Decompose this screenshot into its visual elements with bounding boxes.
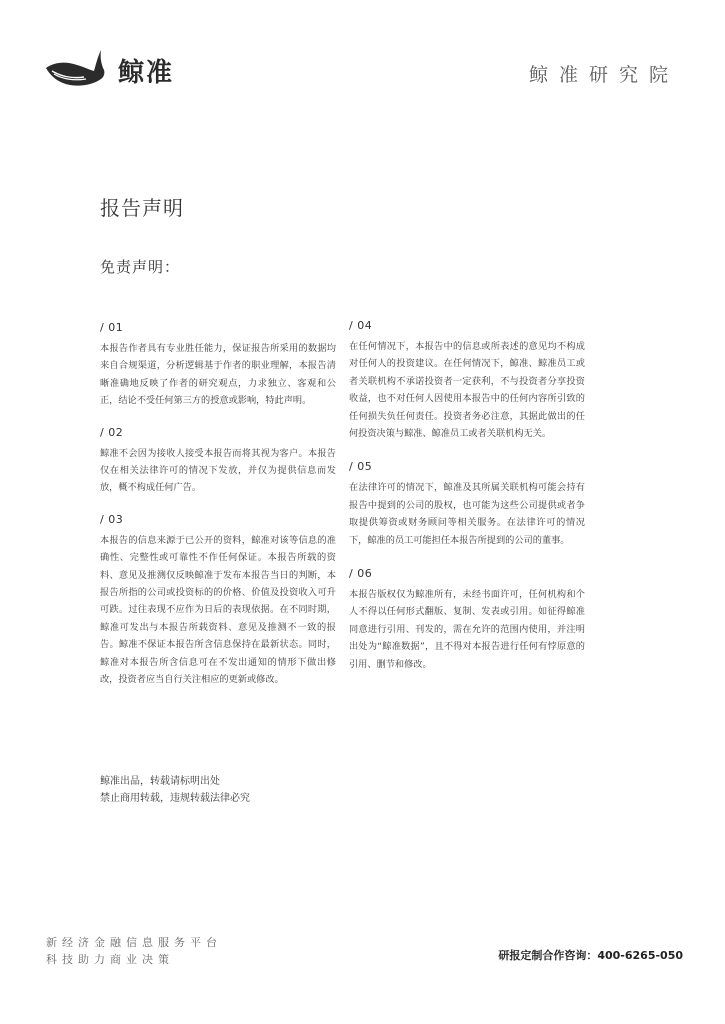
section-number: / 01 <box>100 321 124 334</box>
section-text: 本报告作者具有专业胜任能力，保证报告所采用的数据均来自合规渠道，分析逻辑基于作者的职业理解，本报告清晰准确地反映了作者的研究观点，力求独立、客观和公正，结论不受任何第三方的授意或影响，特此声明。 <box>100 343 336 407</box>
section-text: 本报告版权仅为鲸准所有，未经书面许可，任何机构和个人不得以任何形式翻版、复制、发表或引用。如征得鲸准同意进行引用、刊发的，需在允许的范围内使用，并注明出处为“鲸准数据”，且不得对本报告进行任何有悖原意的引用、删节和修改。 <box>349 589 585 670</box>
section-number: / 06 <box>349 567 373 581</box>
reprint-notice <box>100 773 250 807</box>
logo-text: 鲸准 <box>118 58 175 88</box>
section-number: / 05 <box>349 460 373 474</box>
disclaimer-section <box>100 513 336 689</box>
disclaimer-section <box>349 319 585 442</box>
section-text: 鲸准不会因为接收人接受本报告而将其视为客户。本报告仅在相关法律许可的情况下发放，并仅为提供信息而发放，概不构成任何广告。 <box>100 447 336 494</box>
disclaimer-section <box>100 321 336 410</box>
left-column <box>100 321 336 705</box>
section-text: 本报告的信息来源于已公开的资料，鲸准对该等信息的准确性、完整性或可靠性不作任何保证。本报告所载的资料、意见及推测仅反映鲸准于发布本报告当日的判断，本报告所指的公司或投资标的的价格、价值及投资收入可升可跌。过往表现不应作为日后的表现依据。在不同时期，鲸准可发出与本报告所载资料、意见及推测不一致的报告。鲸准不保证本报告所含信息保持在最新状态。同时，鲸准对本报告所含信息可在不发出通知的情形下做出修改，投资者应当自行关注相应的更新或修改。 <box>100 534 336 686</box>
section-number: / 03 <box>100 512 124 526</box>
tagline-line: 新经济金融信息服务平台 <box>46 936 222 949</box>
contact-info: 研报定制合作咨询：400-6265-050 <box>498 949 683 962</box>
disclaimer-section <box>349 567 585 673</box>
brand-logo <box>44 46 184 92</box>
reprint-notice-line: 鲸准出品，转载请标明出处 <box>100 776 220 787</box>
section-number: / 04 <box>349 319 373 332</box>
disclaimer-section <box>100 426 336 497</box>
section-text: 在任何情况下，本报告中的信息或所表述的意见均不构成对任何人的投资建议。在任何情况下，鲸准、鲸准员工或者关联机构不承诺投资者一定获利，不与投资者分享投资收益，也不对任何人因使用本报告中的任何内容所引致的任何损失负任何责任。投资者务必注意，其据此做出的任何投资决策与鲸准、鲸准员工或者关联机构无关。 <box>349 341 585 440</box>
brand-tagline <box>46 934 222 968</box>
right-column <box>349 319 585 691</box>
section-number: / 02 <box>100 425 124 439</box>
section-text: 在法律许可的情况下，鲸准及其所属关联机构可能会持有报告中提到的公司的股权，也可能为这些公司提供或者争取提供筹资或财务顾问等相关服务。在法律许可的情况下，鲸准的员工可能担任本报告所提到的公司的董事。 <box>349 482 585 546</box>
tagline-line: 科技助力商业决策 <box>46 953 174 966</box>
reprint-notice-line: 禁止商用转载，违规转载法律必究 <box>100 793 250 804</box>
page-subtitle: 免责声明： <box>100 258 181 276</box>
page-title: 报告声明 <box>100 196 184 220</box>
disclaimer-section <box>349 460 585 549</box>
whale-icon <box>44 46 108 90</box>
institute-name: 鲸准研究院 <box>528 64 679 86</box>
